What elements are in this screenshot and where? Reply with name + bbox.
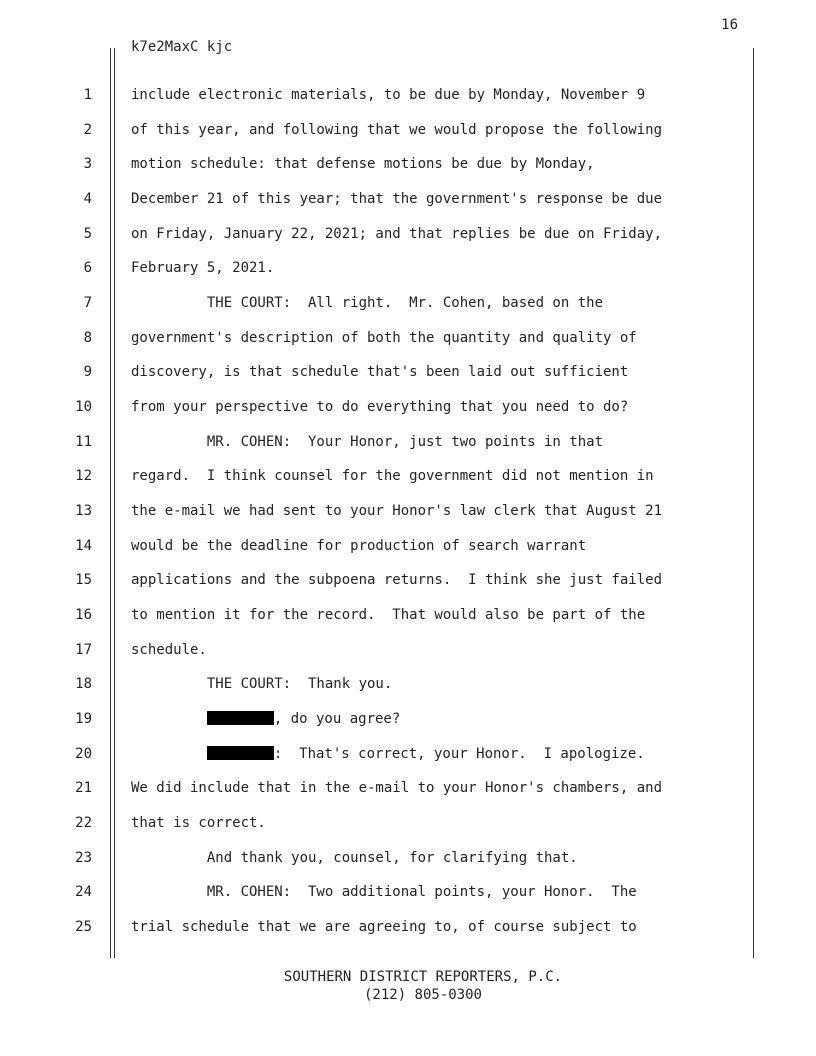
line-text: include electronic materials, to be due by Monday, November 9 — [131, 87, 646, 103]
line-text: of this year, and following that we would propose the following — [131, 122, 663, 138]
line-text — [131, 746, 645, 762]
line-number: 23 — [75, 850, 92, 866]
line-number: 14 — [75, 538, 92, 554]
redaction-box — [207, 746, 274, 760]
line-text: trial schedule that we are agreeing to, of course subject to — [131, 919, 637, 935]
page-number: 16 — [721, 17, 738, 33]
footer — [0, 968, 816, 1004]
line-number: 5 — [83, 226, 92, 242]
line-indent — [131, 711, 207, 727]
line-number: 13 — [75, 503, 92, 519]
line-text: THE COURT: Thank you. — [131, 676, 393, 692]
line-text: discovery, is that schedule that's been laid out sufficient — [131, 364, 629, 380]
right-margin-rule — [753, 48, 754, 958]
line-text: February 5, 2021. — [131, 260, 275, 276]
line-text: MR. COHEN: Your Honor, just two points in that — [131, 434, 604, 450]
line-number: 1 — [83, 87, 92, 103]
line-number: 8 — [83, 330, 92, 346]
line-remainder: : That's correct, your Honor. I apologize. — [273, 746, 645, 762]
line-number: 7 — [83, 295, 92, 311]
line-text: THE COURT: All right. Mr. Cohen, based on the — [131, 295, 604, 311]
line-number: 20 — [75, 746, 92, 762]
line-text: regard. I think counsel for the government did not mention in — [131, 468, 654, 484]
header-id: k7e2MaxC kjc — [131, 39, 233, 55]
footer-reporter: SOUTHERN DISTRICT REPORTERS, P.C. — [283, 969, 563, 985]
line-text: would be the deadline for production of search warrant — [131, 538, 587, 554]
line-text — [131, 711, 400, 727]
line-text: the e-mail we had sent to your Honor's law clerk that August 21 — [131, 503, 663, 519]
line-text: And thank you, counsel, for clarifying that. — [131, 850, 578, 866]
line-text: schedule. — [131, 642, 207, 658]
line-text: government's description of both the quantity and quality of — [131, 330, 637, 346]
line-number: 12 — [75, 468, 92, 484]
line-text: applications and the subpoena returns. I think she just failed — [131, 572, 663, 588]
line-text: on Friday, January 22, 2021; and that replies be due on Friday, — [131, 226, 663, 242]
line-number: 19 — [75, 711, 92, 727]
line-number: 17 — [75, 642, 92, 658]
line-number: 10 — [75, 399, 92, 415]
redaction-box — [207, 711, 274, 725]
line-number: 21 — [75, 780, 92, 796]
line-text: We did include that in the e-mail to your Honor's chambers, and — [131, 780, 663, 796]
line-number: 9 — [83, 364, 92, 380]
line-text: from your perspective to do everything that you need to do? — [131, 399, 629, 415]
line-number: 11 — [75, 434, 92, 450]
line-number: 6 — [83, 260, 92, 276]
footer-phone: (212) 805-0300 — [363, 987, 482, 1003]
line-number: 15 — [75, 572, 92, 588]
line-number: 3 — [83, 156, 92, 172]
line-indent — [131, 746, 207, 762]
line-number: 16 — [75, 607, 92, 623]
left-margin-rule-inner — [114, 48, 115, 958]
line-text: motion schedule: that defense motions be due by Monday, — [131, 156, 595, 172]
left-margin-rule — [110, 48, 111, 958]
line-number: 18 — [75, 676, 92, 692]
line-text: December 21 of this year; that the government's response be due — [131, 191, 663, 207]
line-number: 24 — [75, 884, 92, 900]
line-remainder: , do you agree? — [273, 711, 401, 727]
line-number: 4 — [83, 191, 92, 207]
line-number: 25 — [75, 919, 92, 935]
line-text: to mention it for the record. That would also be part of the — [131, 607, 646, 623]
line-text: that is correct. — [131, 815, 266, 831]
line-number: 22 — [75, 815, 92, 831]
line-number: 2 — [83, 122, 92, 138]
line-text: MR. COHEN: Two additional points, your Honor. The — [131, 884, 637, 900]
